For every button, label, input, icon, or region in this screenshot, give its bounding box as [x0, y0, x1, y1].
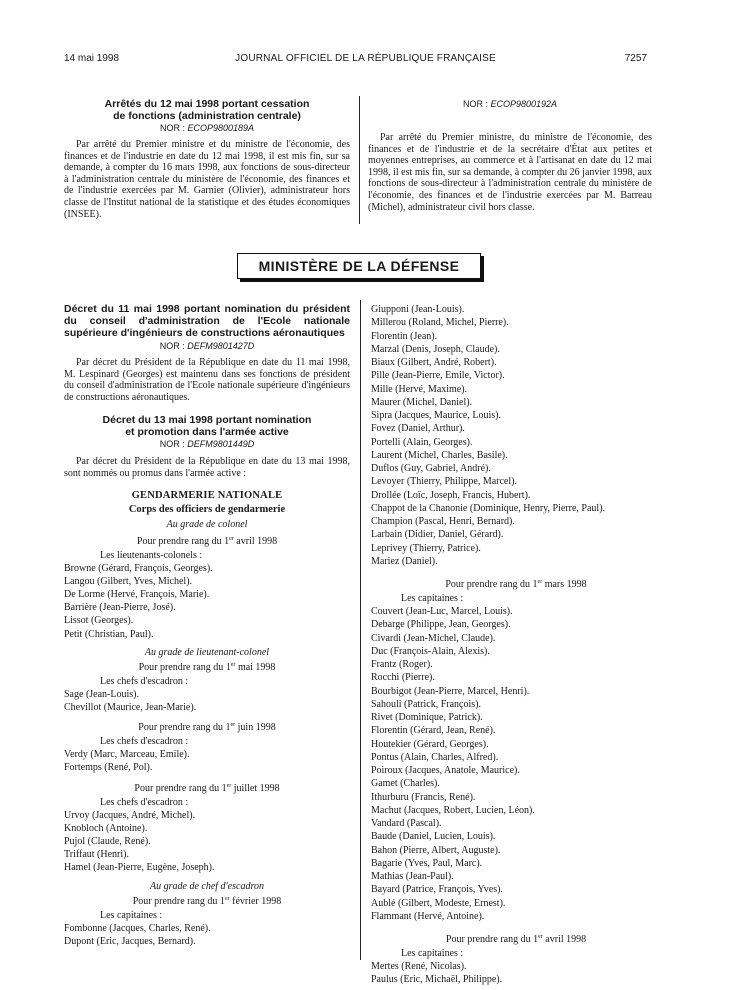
name-entry: Giupponi (Jean-Louis).: [371, 304, 465, 315]
name-entry: Fortemps (René, Pol).: [64, 762, 153, 774]
name-entry: Duc (François-Alain, Alexis).: [371, 645, 490, 657]
rank-date: Pour prendre rang du 1er février 1998: [132, 895, 282, 907]
name-entry: Maurer (Michel, Daniel).: [371, 396, 473, 408]
name-list: [371, 960, 661, 987]
name-entry: Bayard (Patrice, François, Yves).: [371, 884, 503, 896]
decree-2-body: Par décret du Président de la République en date du 13 mai 1998, sont nommés ou promus dans l'armée active :: [64, 456, 350, 479]
name-entry: Couvert (Jean-Luc, Marcel, Louis).: [371, 606, 513, 617]
name-entry: Larbain (Didier, Daniel, Gérard).: [371, 529, 504, 541]
grade-heading: Au grade de chef d'escadron: [150, 880, 264, 892]
section-heading: GENDARMERIE NATIONALE: [131, 489, 283, 501]
name-entry: Baude (Daniel, Lucien, Louis).: [371, 831, 496, 843]
grade-heading: Au grade de lieutenant-colonel: [144, 646, 270, 658]
name-entry: Drollée (Loïc, Joseph, Francis, Hubert).: [371, 489, 531, 501]
rank-date: Pour prendre rang du 1er juillet 1998: [134, 782, 280, 794]
name-entry: Barrière (Jean-Pierre, José).: [64, 602, 176, 614]
list-subheading: Les chefs d'escadron :: [100, 736, 189, 748]
name-entry: Civardi (Jean-Michel, Claude).: [371, 632, 496, 644]
nor-label: NOR :: [159, 341, 188, 351]
rank-date: Pour prendre rang du 1er avril 1998: [136, 535, 278, 547]
article-cessation-barreau: [368, 98, 652, 213]
name-entry: Mille (Hervé, Maxime).: [371, 383, 468, 395]
nor-reference: [64, 122, 350, 134]
list-subheading: Les lieutenants-colonels :: [100, 549, 203, 561]
name-entry: Chevillot (Maurice, Jean-Marie).: [64, 701, 197, 713]
name-entry: Mathias (Jean-Paul).: [371, 871, 454, 882]
name-entry: Millerou (Roland, Michel, Pierre).: [371, 317, 509, 329]
name-entry: Browne (Gérard, François, Georges).: [64, 562, 213, 574]
nor-label: NOR :: [159, 439, 188, 450]
name-entry: Langou (Gilbert, Yves, Michel).: [64, 575, 193, 587]
list-subheading: Les capitaines :: [401, 948, 464, 959]
name-list: [371, 605, 661, 923]
name-entry: Aublé (Gilbert, Modeste, Ernest).: [371, 897, 506, 909]
name-entry: Urvoy (Jacques, André, Michel).: [64, 809, 196, 821]
nor-code: ECOP9800189A: [187, 123, 255, 133]
name-entry: Bourbigot (Jean-Pierre, Marcel, Henri).: [371, 685, 530, 697]
rank-date: Pour prendre rang du 1er mars 1998: [445, 579, 587, 590]
decree-2-title-line-2: et promotion dans l'armée active: [125, 426, 289, 439]
name-entry: Houtekier (Gérard, Georges).: [371, 738, 489, 750]
rank-date: Pour prendre rang du 1er mai 1998: [138, 661, 276, 673]
rank-date: Pour prendre rang du 1er avril 1998: [445, 934, 587, 945]
rank-date: Pour prendre rang du 1er juin 1998: [138, 722, 276, 734]
name-list: [371, 303, 661, 568]
article-cessation-garnier: [64, 98, 350, 220]
name-entry: De Lorme (Hervé, François, Marie).: [64, 588, 210, 600]
name-entry: Vandard (Pascal).: [371, 818, 442, 829]
name-entry: Sahouli (Patrick, François).: [371, 698, 481, 710]
page-number: 7257: [624, 53, 647, 64]
name-entry: Laurent (Michel, Charles, Basile).: [371, 449, 508, 461]
name-entry: Dupont (Eric, Jacques, Bernard).: [64, 935, 196, 947]
decree-2-nor: [64, 438, 350, 450]
name-list: [64, 809, 350, 875]
name-entry: Poiroux (Jacques, Anatole, Maurice).: [371, 765, 520, 776]
header-date: 14 mai 1998: [64, 53, 120, 64]
nor-code: DEFM9801449D: [187, 439, 255, 450]
name-entry: Duflos (Guy, Gabriel, André).: [371, 463, 491, 474]
name-entry: Verdy (Marc, Marceau, Emile).: [64, 749, 190, 761]
nor-reference: [368, 98, 652, 110]
name-entry: Hamel (Jean-Pierre, Eugène, Joseph).: [64, 862, 215, 874]
right-column: [371, 303, 661, 987]
nor-label: NOR :: [159, 123, 188, 133]
list-subheading: Les capitaines :: [401, 593, 464, 604]
name-entry: Bahon (Pierre, Albert, Auguste).: [371, 844, 501, 856]
ministry-heading: MINISTÈRE DE LA DÉFENSE: [237, 253, 481, 279]
corps-heading: Corps des officiers de gendarmerie: [128, 503, 286, 515]
name-entry: Knobloch (Antoine).: [64, 822, 148, 834]
name-entry: Chappot de la Chanonie (Dominique, Henry, Pierre, Paul).: [371, 502, 606, 514]
list-subheading: Les chefs d'escadron :: [100, 796, 189, 808]
name-entry: Debarge (Philippe, Jean, Georges).: [371, 619, 511, 631]
name-entry: Florentin (Gérard, Jean, René).: [371, 725, 496, 737]
name-entry: Pille (Jean-Pierre, Emile, Victor).: [371, 370, 505, 382]
name-list: [64, 688, 350, 714]
article-body: Par arrêté du Premier ministre et du ministre de l'économie, des finances et de l'industrie en date du 12 mai 1998, il est mis fin, sur sa demande, à compter du 16 mars 1998, aux fonctions de sous-directeur à l'administration centrale du ministère de l'économie, des finances et de l'industrie exercées par M. Garnier (Olivier), administrateur hors classe de l'Institut national de la statistique et des études économiques (INSEE).: [64, 139, 350, 220]
name-entry: Levoyer (Thierry, Philippe, Marcel).: [371, 476, 517, 488]
name-entry: Sage (Jean-Louis).: [64, 688, 139, 700]
name-entry: Florentin (Jean).: [371, 330, 438, 342]
name-entry: Triffaut (Henri).: [64, 849, 129, 861]
name-entry: Bagarie (Yves, Paul, Marc).: [371, 857, 483, 869]
name-entry: Paulus (Eric, Michaël, Philippe).: [371, 974, 503, 986]
article-body: Par arrêté du Premier ministre, du ministre de l'économie, des finances et de l'industrie et de la secrétaire d'État aux petites et moyennes entreprises, au commerce et à l'artisanat en date du 12 mai 1998, il est mis fin, sur sa demande, à compter du 26 janvier 1998, aux fonctions de sous-directeur à l'administration centrale du ministère de l'économie, des finances et de l'industrie exercées par M. Barreau (Michel), administrateur civil hors classe.: [368, 132, 652, 213]
name-entry: Lissot (Georges).: [64, 615, 134, 627]
name-entry: Marzal (Denis, Joseph, Claude).: [371, 343, 500, 355]
name-entry: Portelli (Alain, Georges).: [371, 436, 473, 448]
nor-label: NOR :: [462, 99, 491, 109]
name-list: [64, 748, 350, 774]
name-entry: Mariez (Daniel).: [371, 555, 438, 567]
name-entry: Mertes (René, Nicolas).: [371, 961, 467, 972]
name-entry: Rocchi (Pierre).: [371, 672, 435, 684]
article-title-line-1: Arrêtés du 12 mai 1998 portant cessation: [104, 98, 310, 110]
name-entry: Champion (Pascal, Henri, Bernard).: [371, 516, 515, 527]
nor-code: DEFM9801427D: [187, 341, 255, 351]
decree-1-nor: [64, 340, 350, 352]
name-entry: Leprivey (Thierry, Patrice).: [371, 542, 481, 554]
article-title-line-2: de fonctions (administration centrale): [113, 110, 301, 122]
decree-1-body: Par décret du Président de la République en date du 11 mai 1998, M. Lespinard (Georges) est maintenu dans ses fonctions de président du conseil d'administration de l'Ecole nationale supérieure d'ingénieurs de constructions aéronautiques.: [64, 357, 350, 403]
name-list: [64, 562, 350, 641]
journal-title: JOURNAL OFFICIEL DE LA RÉPUBLIQUE FRANÇAISE: [235, 53, 496, 64]
name-entry: Fovez (Daniel, Arthur).: [371, 423, 465, 435]
name-entry: Pontus (Alain, Charles, Alfred).: [371, 751, 499, 763]
left-column: [64, 303, 350, 948]
name-entry: Ithurburu (Francis, René).: [371, 791, 476, 803]
name-entry: Sipra (Jacques, Maurice, Louis).: [371, 410, 501, 421]
name-entry: Biaux (Gilbert, André, Robert).: [371, 357, 497, 368]
name-entry: Flammant (Hervé, Antoine).: [371, 910, 485, 922]
name-entry: Gamet (Charles).: [371, 778, 440, 790]
name-entry: Frantz (Roger).: [371, 659, 433, 670]
name-entry: Machut (Jacques, Robert, Lucien, Léon).: [371, 804, 535, 816]
name-entry: Petit (Christian, Paul).: [64, 628, 154, 640]
list-subheading: Les capitaines :: [100, 909, 163, 921]
name-entry: Rivet (Dominique, Patrick).: [371, 712, 483, 723]
decree-1-title: Décret du 11 mai 1998 portant nomination du président du conseil d'administration de l'Ecole nationale supérieure d'ingénieurs de constructions aéronautiques: [64, 303, 350, 339]
nor-code: ECOP9800192A: [490, 99, 558, 109]
decree-2-title-line-1: Décret du 13 mai 1998 portant nomination: [102, 414, 312, 427]
column-divider-top: [359, 96, 360, 224]
column-divider-bottom: [360, 300, 361, 960]
grade-heading: Au grade de colonel: [166, 518, 248, 530]
name-entry: Pujol (Claude, René).: [64, 836, 151, 847]
name-list: [64, 922, 350, 948]
name-entry: Fombonne (Jacques, Charles, René).: [64, 922, 211, 934]
list-subheading: Les chefs d'escadron :: [100, 675, 189, 687]
